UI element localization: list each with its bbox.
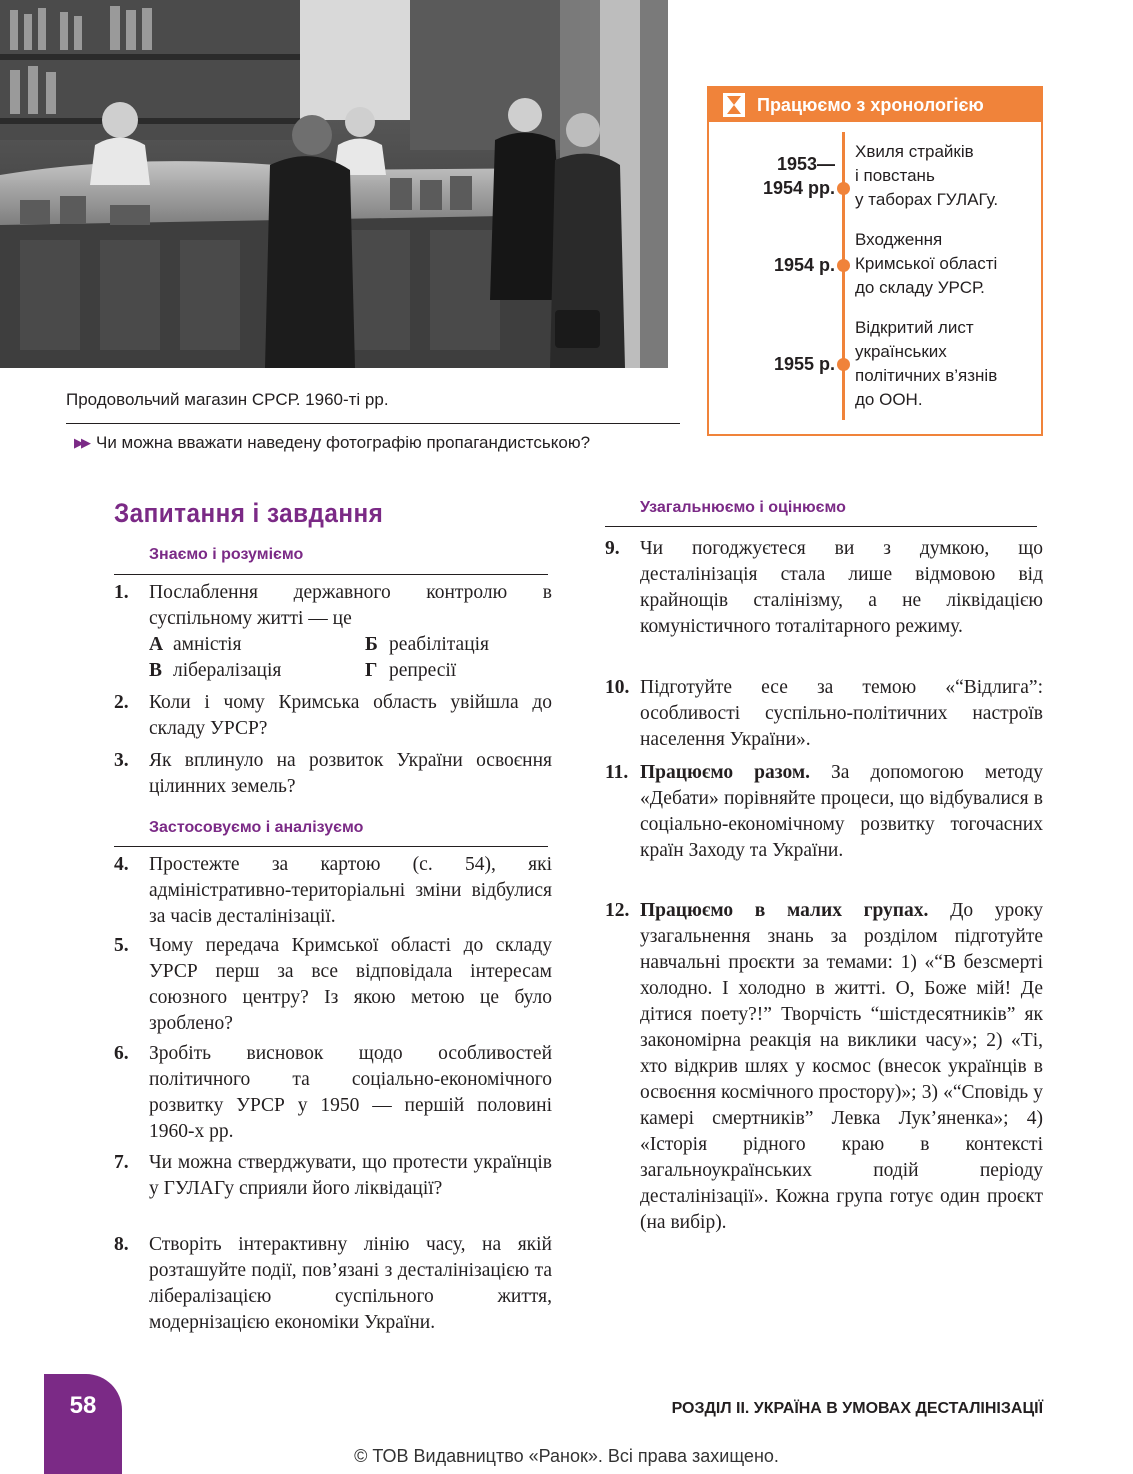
- question-lead: Працюємо разом.: [640, 762, 810, 783]
- option-b: Б реабілітація: [365, 634, 490, 655]
- question-number: 8.: [114, 1234, 129, 1255]
- photo-question: [74, 433, 590, 453]
- section-title: Запитання і завдання: [114, 498, 384, 528]
- subsection-apply: Застосовуємо і аналізуємо: [149, 819, 364, 836]
- question-number: 10.: [605, 677, 630, 698]
- timeline-dot: [837, 358, 850, 371]
- timeline-line: [842, 132, 845, 420]
- subsection-know: Знаємо і розуміємо: [149, 546, 304, 563]
- question-text: Підготуйте есе за темою «“Відлига”: особливості суспільно-політичних настроїв населення України».: [640, 677, 1043, 750]
- question-number: 1.: [114, 582, 129, 603]
- copyright-notice: © ТОВ Видавництво «Ранок». Всі права захищено.: [354, 1446, 779, 1466]
- question-text: [640, 760, 1043, 864]
- question-text: [640, 898, 1043, 1236]
- question-text: Простежте за картою (с. 54), які адміністративно-територіальні зміни відбулися за часів десталінізації.: [149, 854, 552, 927]
- subsection-generalize: Узагальнюємо і оцінюємо: [640, 499, 846, 516]
- shop-photo: [0, 0, 668, 368]
- option-a: А амністія: [149, 634, 242, 655]
- hourglass-icon: [723, 93, 745, 117]
- event-text: Хвиля страйків і повстань у таборах ГУЛАГу.: [855, 142, 999, 209]
- question-text: Коли і чому Кримська область увійшла до складу УРСР?: [149, 692, 552, 739]
- caption-divider: [66, 423, 680, 424]
- question-number: 9.: [605, 538, 620, 559]
- shop-photo-drawing: [0, 0, 668, 368]
- timeline-dot: [837, 259, 850, 272]
- event-text: Відкритий лист українських політичних в’язнів до ООН.: [855, 318, 998, 409]
- question-number: 5.: [114, 935, 129, 956]
- event-date: 1953— 1954 рр.: [762, 154, 835, 198]
- timeline-dot: [837, 182, 850, 195]
- double-arrow-icon: ▶▶: [74, 435, 88, 450]
- question-text: Як вплинуло на розвиток України освоєння цілинних земель?: [149, 750, 552, 797]
- subsection-rule: [605, 526, 1037, 527]
- question-number: 3.: [114, 750, 129, 771]
- question-text: Зробіть висновок щодо особливостей політичного та соціально-економічного розвитку УРСР у 1950 — першій половині 1960-х рр.: [149, 1043, 552, 1142]
- chronology-title: Працюємо з хронологією: [757, 94, 984, 115]
- question-number: 6.: [114, 1043, 129, 1064]
- question-number: 7.: [114, 1152, 129, 1173]
- question-number: 11.: [605, 762, 629, 783]
- event-date: 1955 р.: [773, 354, 835, 374]
- option-v: В лібералізація: [149, 660, 282, 681]
- event-text: Входження Кримської області до складу УРСР.: [855, 230, 998, 297]
- question-lead: Працюємо в малих групах.: [640, 900, 929, 921]
- photo-caption: Продовольчий магазин СРСР. 1960-ті рр.: [66, 390, 389, 409]
- question-number: 2.: [114, 692, 129, 713]
- option-g: Г репресії: [365, 660, 457, 681]
- page-number: 58: [44, 1374, 122, 1474]
- chronology-header: [709, 88, 1041, 122]
- subsection-rule: [114, 846, 548, 847]
- chronology-box: [707, 86, 1043, 436]
- footer-section-title: РОЗДІЛ ІІ. УКРАЇНА В УМОВАХ ДЕСТАЛІНІЗАЦІЇ: [671, 1400, 1043, 1417]
- question-body: За допомогою методу «Дебати» порівняйте процеси, що відбувалися в соціально-економічному розвитку тогочасних країн Заходу та України.: [640, 762, 1043, 861]
- question-number: 12.: [605, 900, 630, 921]
- question-text: Чому передача Кримської області до складу УРСР перш за все відповідала інтересам союзного центру? Із якою метою це було зроблено?: [149, 935, 552, 1034]
- question-text: Створіть інтерактивну лінію часу, на якій розташуйте події, пов’язані з десталінізацією та лібералізацією суспільного життя, модернізацією економіки України.: [149, 1234, 552, 1333]
- photo-question-text: Чи можна вважати наведену фотографію пропагандистською?: [96, 433, 591, 452]
- question-text: Чи можна стверджувати, що протести українців у ГУЛАГу сприяли його ліквідації?: [149, 1152, 552, 1199]
- question-number: 4.: [114, 854, 129, 875]
- question-text: Послаблення державного контролю в суспільному житті — це: [149, 582, 552, 629]
- question-text: Чи погоджуєтеся ви з думкою, що десталінізація стала лише відмовою від крайнощів сталінізму, а не ліквідацією комуністичного тоталітарного режиму.: [640, 538, 1043, 637]
- event-date: 1954 р.: [773, 255, 835, 275]
- subsection-rule: [114, 574, 548, 575]
- question-body: До уроку узагальнення знань за розділом підготуйте навчальні проєкти за темами: 1) «“В безсмерті холодно. І холодно в житті. О, Боже мій! Де дітися поету?!” Творчість “шістдесятників” як закономірна реакція на виклики часу»; 2) «Ті, хто відкрив шлях у космос (внесок українців в освоєння космічного простору)»; 3) «“Сповідь у камері смертників” Левка Лук’яненка»; 4) «Історія рідного краю в контексті загальноукраїнських подій періоду десталінізації». Кожна група готує один проєкт (на вибір).: [640, 900, 1043, 1233]
